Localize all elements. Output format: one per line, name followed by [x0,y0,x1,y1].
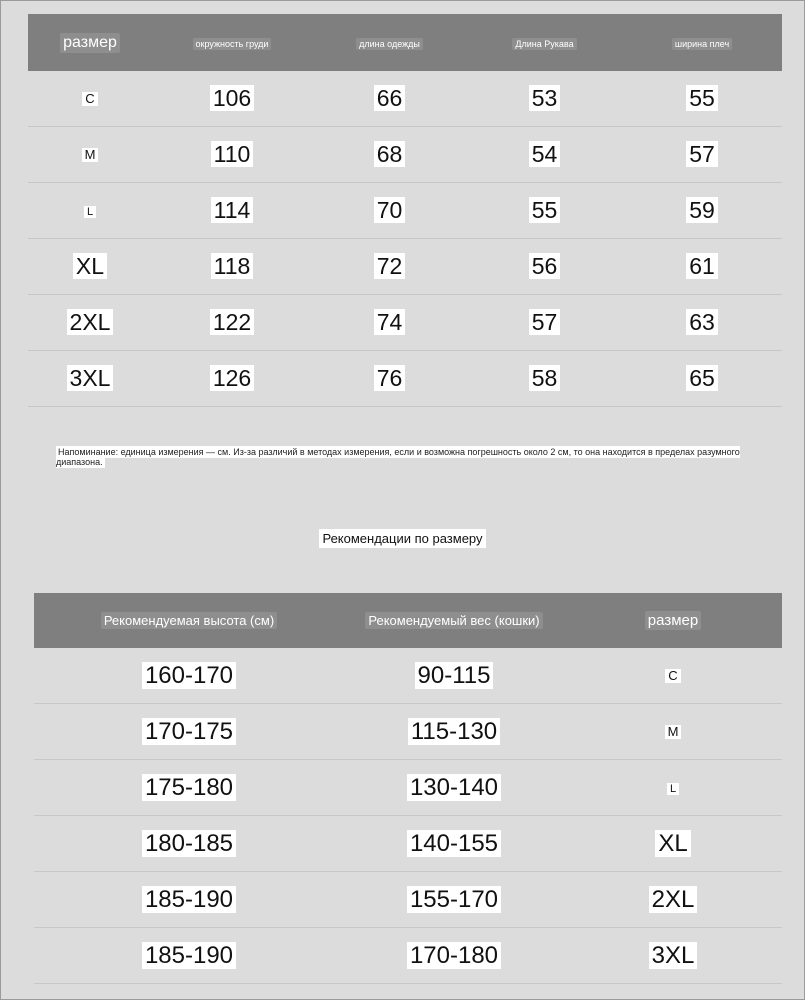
size-cell: 2XL [28,295,152,351]
table-row [34,928,782,984]
size-cell: L [564,760,782,816]
size-chart-header-sleeve: Длина Рукава [467,14,622,71]
sleeve-cell: 55 [467,183,622,239]
table-row [28,351,782,407]
table-row [28,239,782,295]
chest-cell: 110 [152,127,312,183]
table-row [28,71,782,127]
size-cell: XL [28,239,152,295]
table-row [34,872,782,928]
size-chart-header-chest: окружность груди [152,14,312,71]
chest-cell: 122 [152,295,312,351]
chest-cell: 106 [152,71,312,127]
size-cell: M [28,127,152,183]
size-chart-header-size: размер [28,14,152,71]
chest-cell: 114 [152,183,312,239]
table-row [34,704,782,760]
size-chart-table [28,14,782,407]
size-cell: M [564,704,782,760]
shoulder-cell: 57 [622,127,782,183]
recommend-header-row [34,593,782,648]
length-cell: 72 [312,239,467,295]
size-cell: 2XL [564,872,782,928]
chest-cell: 126 [152,351,312,407]
height-cell: 170-175 [34,704,344,760]
size-cell: 3XL [28,351,152,407]
table-row [28,295,782,351]
size-recommendation-table [34,593,782,984]
sleeve-cell: 58 [467,351,622,407]
recommend-header-size: размер [564,593,782,648]
weight-cell: 140-155 [344,816,564,872]
recommend-header-height: Рекомендуемая высота (см) [34,593,344,648]
shoulder-cell: 65 [622,351,782,407]
height-cell: 175-180 [34,760,344,816]
sleeve-cell: 53 [467,71,622,127]
sleeve-cell: 54 [467,127,622,183]
weight-cell: 130-140 [344,760,564,816]
length-cell: 74 [312,295,467,351]
weight-cell: 155-170 [344,872,564,928]
table-row [34,648,782,704]
height-cell: 185-190 [34,872,344,928]
height-cell: 185-190 [34,928,344,984]
sleeve-cell: 56 [467,239,622,295]
length-cell: 66 [312,71,467,127]
recommend-title: Рекомендации по размеру [0,531,805,546]
recommend-header-weight: Рекомендуемый вес (кошки) [344,593,564,648]
table-row [34,760,782,816]
measurement-note: Напоминание: единица измерения — см. Из-за различий в методах измерения, если и возможна погрешность около 2 см, то она находится в пределах разумного диапазона. [56,447,740,467]
sleeve-cell: 57 [467,295,622,351]
shoulder-cell: 55 [622,71,782,127]
size-cell: 3XL [564,928,782,984]
height-cell: 180-185 [34,816,344,872]
length-cell: 68 [312,127,467,183]
weight-cell: 170-180 [344,928,564,984]
table-row [28,183,782,239]
size-cell: XL [564,816,782,872]
size-cell: L [28,183,152,239]
size-cell: C [564,648,782,704]
table-row [34,816,782,872]
size-chart-header-shoulder: ширина плеч [622,14,782,71]
size-cell: C [28,71,152,127]
shoulder-cell: 61 [622,239,782,295]
height-cell: 160-170 [34,648,344,704]
chest-cell: 118 [152,239,312,295]
weight-cell: 115-130 [344,704,564,760]
length-cell: 70 [312,183,467,239]
table-row [28,127,782,183]
size-chart-header-length: длина одежды [312,14,467,71]
weight-cell: 90-115 [344,648,564,704]
length-cell: 76 [312,351,467,407]
shoulder-cell: 63 [622,295,782,351]
shoulder-cell: 59 [622,183,782,239]
size-chart-header-row [28,14,782,71]
